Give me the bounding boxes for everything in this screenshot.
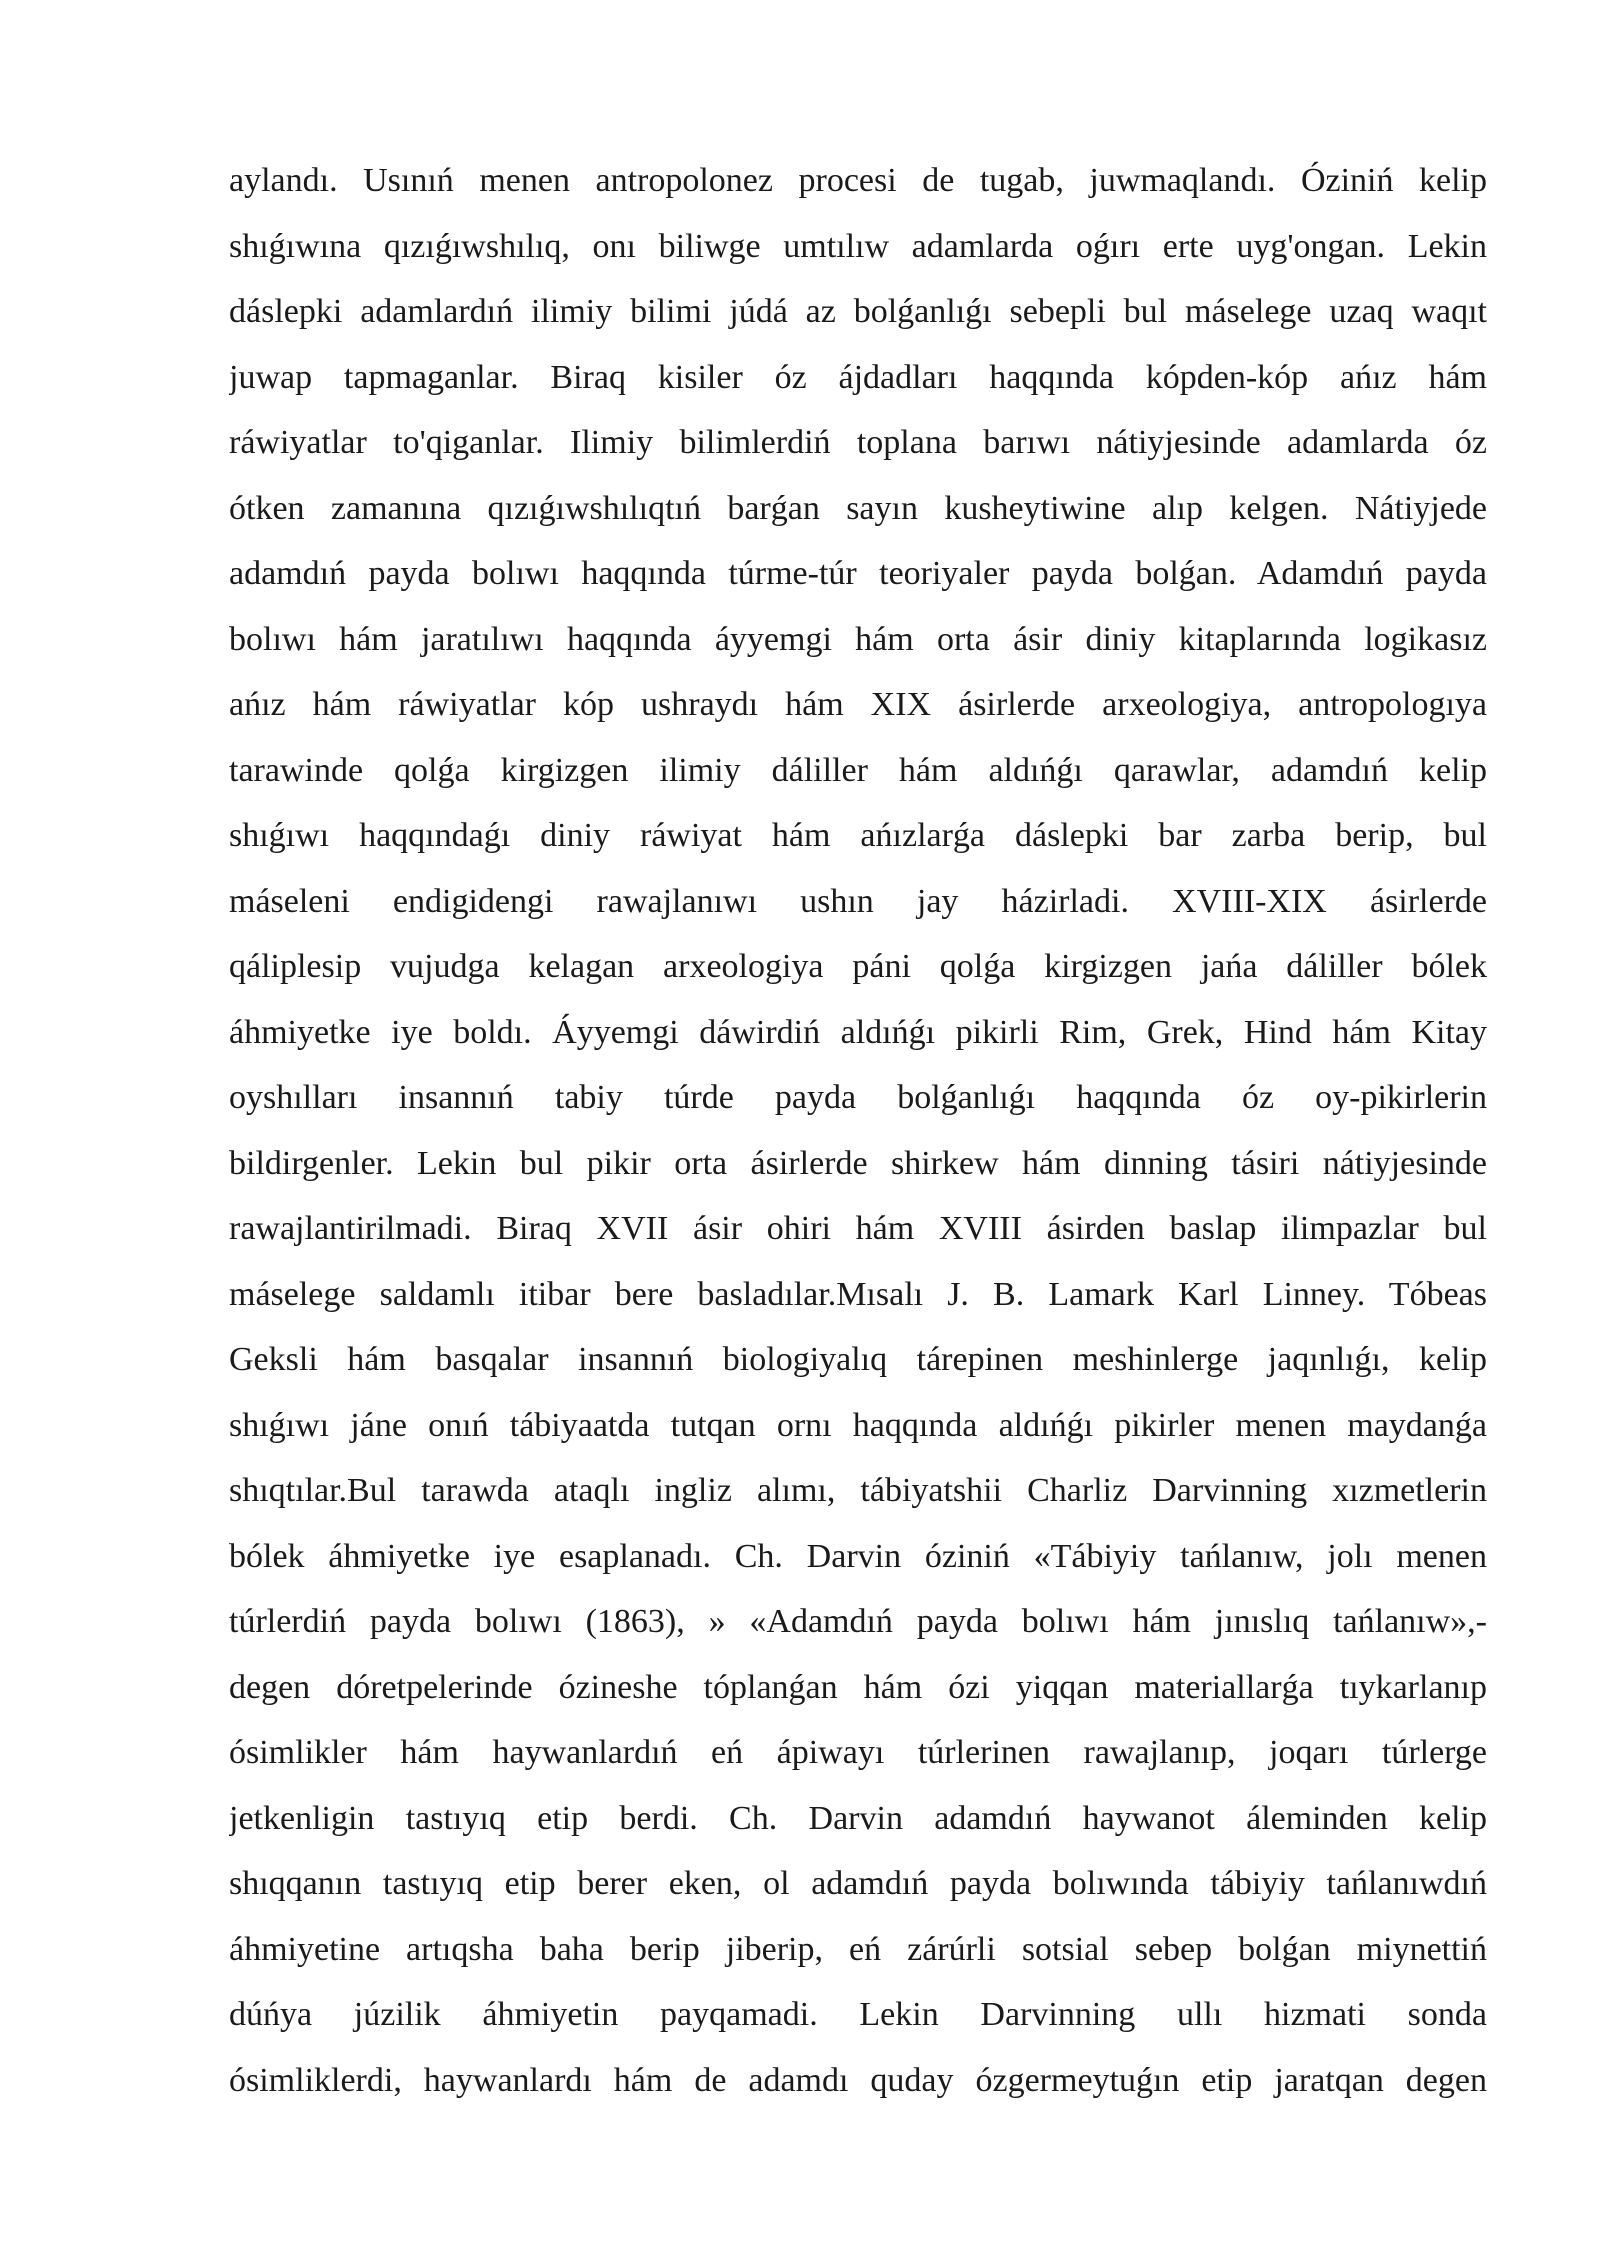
text-line: shıǵıwı haqqındaǵı diniy ráwiyat hám ańızlarǵa dáslepki bar zarba berip, bul — [229, 817, 1487, 854]
text-line: ráwiyatlar to'qiganlar. Ilimiy bilimlerdiń toplana barıwı nátiyjesinde adamlarda óz — [229, 424, 1487, 461]
text-line: jetkenligin tastıyıq etip berdi. Ch. Darvin adamdıń haywanot áleminden kelip — [229, 1799, 1487, 1837]
text-line: dáslepki adamlardıń ilimiy bilimi júdá az bolǵanlıǵı sebepli bul máselege uzaq waqıt — [229, 293, 1487, 330]
body-text — [229, 148, 1487, 2113]
text-line: degen dóretpelerinde ózineshe tóplanǵan hám ózi yiqqan materiallarǵa tıykarlanıp — [229, 1668, 1487, 1706]
text-line: juwap tapmaganlar. Biraq kisiler óz ájdadları haqqında kópden-kóp ańız hám — [229, 358, 1487, 396]
text-line: áhmiyetine artıqsha baha berip jiberip, eń zárúrli sotsial sebep bolǵan miynettiń — [229, 1930, 1487, 1968]
text-line: oyshılları insannıń tabiy túrde payda bolǵanlıǵı haqqında óz oy-pikirlerin — [229, 1079, 1487, 1116]
text-line: bolıwı hám jaratılıwı haqqında áyyemgi hám orta ásir diniy kitaplarında logikasız — [229, 620, 1487, 658]
text-line: adamdıń payda bolıwı haqqında túrme-túr teoriyaler payda bolǵan. Adamdıń payda — [229, 555, 1487, 592]
text-line: aylandı. Usınıń menen antropolonez procesi de tugab, juwmaqlandı. Óziniń kelip — [229, 162, 1487, 199]
text-line: Geksli hám basqalar insannıń biologiyalıq tárepinen meshinlerge jaqınlıǵı, kelip — [229, 1341, 1487, 1378]
text-line: ósimliklerdi, haywanlardı hám de adamdı quday ózgermeytuǵın etip jaratqan degen — [229, 2061, 1487, 2099]
text-line: qáliplesip vujudga kelagan arxeologiya páni qolǵa kirgizgen jańa dáliller bólek — [229, 948, 1487, 985]
text-line: bildirgenler. Lekin bul pikir orta ásirlerde shirkew hám dinning tásiri nátiyjesinde — [229, 1144, 1487, 1182]
text-line: shıqtılar.Bul tarawda ataqlı ingliz alımı, tábiyatshii Charliz Darvinning xızmetlerin — [229, 1472, 1487, 1509]
text-line: dúńya júzilik áhmiyetin payqamadi. Lekin Darvinning ullı hizmati sonda — [229, 1996, 1487, 2033]
text-line: ańız hám ráwiyatlar kóp ushraydı hám XIX ásirlerde arxeologiya, antropologıya — [229, 686, 1487, 723]
text-line: shıǵıwına qızıǵıwshılıq, onı biliwge umtılıw adamlarda oǵırı erte uyg'ongan. Lekin — [229, 227, 1487, 265]
text-line: bólek áhmiyetke iye esaplanadı. Ch. Darvin óziniń «Tábiyiy tańlanıw, jolı menen — [229, 1537, 1487, 1575]
text-line: shıqqanın tastıyıq etip berer eken, ol adamdıń payda bolıwında tábiyiy tańlanıwdıń — [229, 1865, 1487, 1902]
text-line: tarawinde qolǵa kirgizgen ilimiy dáliller hám aldıńǵı qarawlar, adamdıń kelip — [229, 751, 1487, 789]
text-line: máseleni endigidengi rawajlanıwı ushın jay házirladi. XVIII-XIX ásirlerde — [229, 882, 1487, 920]
text-line: ósimlikler hám haywanlardıń eń ápiwayı túrlerinen rawajlanıp, joqarı túrlerge — [229, 1734, 1487, 1771]
text-line: ótken zamanına qızıǵıwshılıqtıń barǵan sayın kusheytiwine alıp kelgen. Nátiyjede — [229, 489, 1487, 527]
text-line: túrlerdiń payda bolıwı (1863), » «Adamdıń payda bolıwı hám jınıslıq tańlanıw»,- — [229, 1603, 1487, 1640]
text-line: shıǵıwı jáne onıń tábiyaatda tutqan ornı haqqında aldıńǵı pikirler menen maydanǵa — [229, 1406, 1487, 1444]
text-line: áhmiyetke iye boldı. Áyyemgi dáwirdiń aldıńǵı pikirli Rim, Grek, Hind hám Kitay — [229, 1013, 1487, 1051]
text-line: máselege saldamlı itibar bere basladılar.Mısalı J. B. Lamark Karl Linney. Tóbeas — [229, 1275, 1487, 1313]
text-line: rawajlantirilmadi. Biraq XVII ásir ohiri hám XVIII ásirden baslap ilimpazlar bul — [229, 1210, 1487, 1247]
